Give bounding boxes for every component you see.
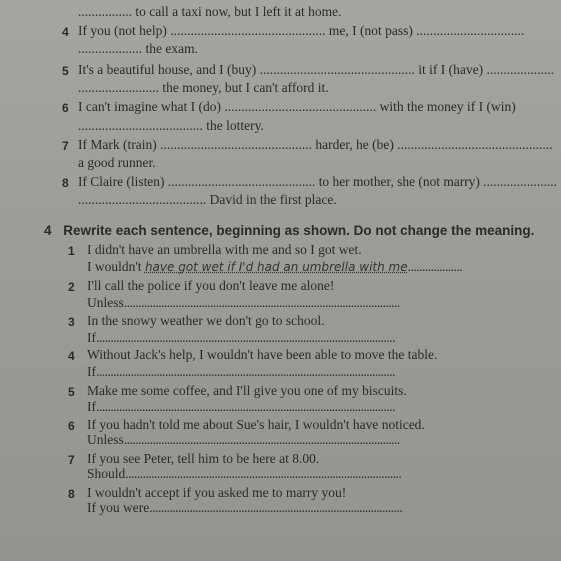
ex4-item-3-dots: ........................................................................................................ — [96, 330, 395, 345]
ex4-item-2-dots: ................................................................................................ — [123, 295, 400, 310]
ex3-item-6-number: 6 — [62, 101, 69, 115]
ex4-item-6-question: If you hadn't told me about Sue's hair, I wouldn't have noticed. — [87, 417, 425, 432]
ex4-item-5-start: If — [87, 399, 96, 414]
ex4-item-7-question: If you see Peter, tell him to be here at 8.00. — [87, 451, 320, 466]
ex4-item-7-answer-line[interactable] — [87, 466, 401, 482]
ex4-heading — [44, 223, 534, 238]
ex3-item-7-number: 7 — [62, 139, 69, 153]
ex4-item-7-number: 7 — [68, 453, 75, 467]
ex4-item-6-dots: ................................................................................................ — [123, 432, 400, 447]
ex4-item-4-start: If — [87, 364, 96, 379]
ex4-item-4-dots: ........................................................................................................ — [96, 364, 395, 379]
ex4-item-1-question: I didn't have an umbrella with me and so I got wet. — [87, 242, 362, 257]
ex4-item-4-answer-line[interactable] — [87, 364, 395, 380]
ex3-item-8-line-b: ...................................... David in the first place. — [78, 192, 337, 207]
ex3-item-4-line-b: ................... the exam. — [78, 41, 198, 56]
ex4-item-8-dots: ........................................................................................ — [149, 500, 403, 515]
ex4-item-1-start: I wouldn't — [87, 259, 142, 274]
ex3-item-5-line-b: ........................ the money, but I can't afford it. — [78, 80, 329, 95]
ex4-item-2-question: I'll call the police if you don't leave me alone! — [87, 278, 335, 293]
ex4-item-8-question: I wouldn't accept if you asked me to marry you! — [87, 485, 347, 500]
ex4-item-4-question: Without Jack's help, I wouldn't have been able to move the table. — [87, 347, 438, 362]
ex3-item-5-number: 5 — [62, 64, 69, 78]
ex4-item-8-start: If you were — [87, 500, 150, 515]
ex4-item-6-start: Unless — [87, 432, 124, 447]
ex4-number: 4 — [44, 223, 52, 238]
ex4-item-1-answer-line[interactable] — [87, 259, 462, 275]
ex4-item-2-number: 2 — [68, 280, 75, 294]
ex4-item-1-number: 1 — [68, 244, 75, 258]
ex4-item-8-answer-line[interactable] — [87, 500, 402, 516]
ex4-item-7-dots: ................................................................................................ — [125, 466, 402, 481]
ex3-item-4-number: 4 — [62, 25, 69, 39]
ex3-item-7-line-b: a good runner. — [78, 155, 156, 170]
ex3-item-6-line-b: ..................................... the lottery. — [78, 118, 264, 133]
ex4-item-4-number: 4 — [68, 349, 75, 363]
ex4-item-2-answer-line[interactable] — [87, 295, 400, 311]
ex3-item-6-line-a: I can't imagine what I (do) ............................................. with the money if I (win) — [78, 99, 516, 114]
ex4-item-1-handwritten-answer: have got wet if I'd had an umbrella with me — [144, 260, 408, 274]
ex4-item-8-number: 8 — [68, 487, 75, 501]
ex4-item-3-question: In the snowy weather we don't go to school. — [87, 313, 325, 328]
ex4-item-6-answer-line[interactable] — [87, 432, 400, 448]
ex4-item-7-start: Should — [87, 466, 126, 481]
ex3-item-8-line-a: If Claire (listen) ............................................ to her mother, she (not marry) ...................... — [78, 174, 557, 189]
ex4-item-3-start: If — [87, 330, 96, 345]
ex4-item-5-number: 5 — [68, 385, 75, 399]
ex4-item-5-question: Make me some coffee, and I'll give you one of my biscuits. — [87, 383, 407, 398]
ex3-item-4-line-a: If you (not help) .............................................. me, I (not pass) ................................ — [78, 23, 525, 38]
ex4-item-5-answer-line[interactable] — [87, 399, 395, 415]
ex4-item-1-dots: ................... — [407, 259, 463, 274]
ex4-item-3-answer-line[interactable] — [87, 330, 395, 346]
ex4-item-6-number: 6 — [68, 419, 75, 433]
ex4-item-3-number: 3 — [68, 315, 75, 329]
ex4-item-2-start: Unless — [87, 295, 124, 310]
ex3-item-5-line-a: It's a beautiful house, and I (buy) .............................................. it if I (have) .................... — [78, 62, 554, 77]
ex3-item-7-line-a: If Mark (train) ............................................. harder, he (be) .............................................. — [78, 137, 553, 152]
ex4-item-5-dots: ........................................................................................................ — [96, 399, 395, 414]
ex4-instruction: Rewrite each sentence, beginning as shown. Do not change the meaning. — [63, 223, 535, 238]
ex3-item-8-number: 8 — [62, 176, 69, 190]
ex3-line-0: ................ to call a taxi now, but I left it at home. — [78, 4, 342, 19]
